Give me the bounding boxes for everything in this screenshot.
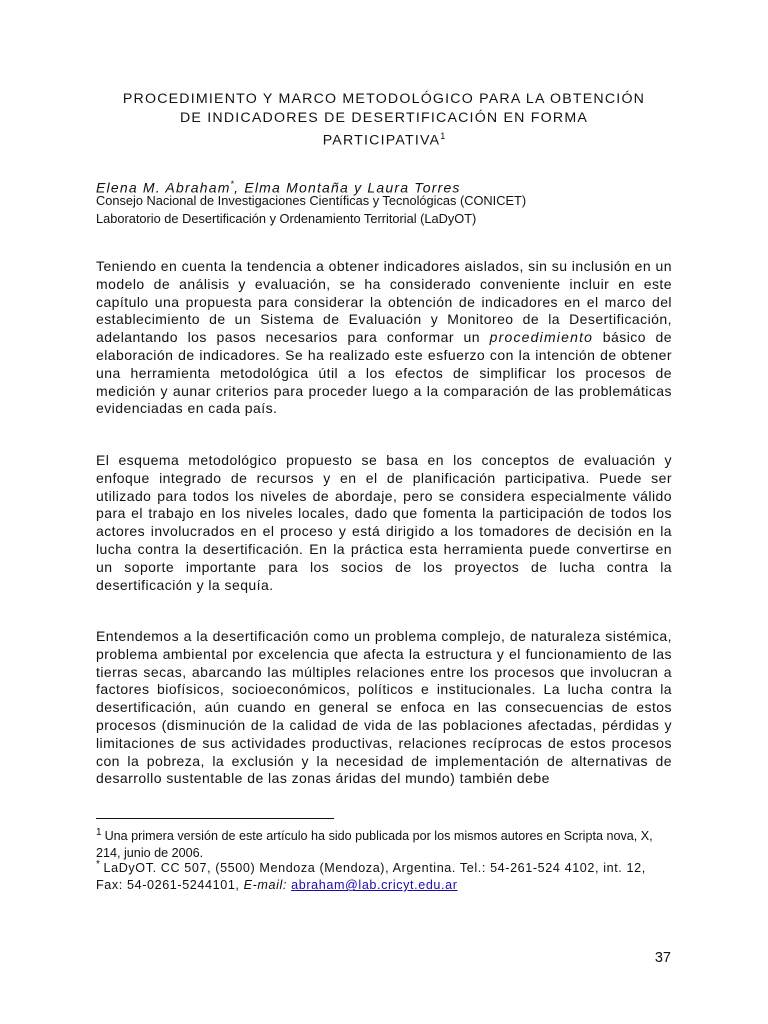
email-label: E-mail: (243, 878, 288, 893)
footnote-divider (96, 818, 334, 819)
footnote-1-mark: 1 (96, 827, 102, 838)
footnote-1-text: Una primera versión de este artículo ha sido publicada por los mismos autores en Scripta nova, X, 214, junio de 2006. (96, 829, 653, 861)
paragraph-1-emphasis: procedimiento (489, 329, 594, 346)
title-footnote-mark: 1 (440, 131, 446, 141)
body-paragraph-2: El esquema metodológico propuesto se basa en los conceptos de evaluación y enfoque integrado de recursos y en el de planificación participativa. Puede ser utilizado para todos los niveles de abordaje, pero se considera especialmente válido para el trabajo en los niveles locales, dado que fomenta la participación de todos los actores involucrados en el proceso y está dirigido a los tomadores de decisión en la lucha contra la desertificación. En la práctica esta herramienta puede convertirse en un soporte importante para los socios de los proyectos de lucha contra la desertificación y la sequía. (96, 452, 672, 593)
footnote-2 (96, 856, 672, 894)
affiliation-conicet: Consejo Nacional de Investigaciones Científicas y Tecnológicas (CONICET) (96, 193, 527, 208)
body-paragraph-1 (96, 258, 672, 418)
title-line-1: PROCEDIMIENTO Y MARCO METODOLÓGICO PARA LA OBTENCIÓN (122, 91, 646, 107)
author-footnote-mark: * (230, 179, 235, 189)
affiliation-ladyot: Laboratorio de Desertificación y Ordenamiento Territorial (LaDyOT) (96, 211, 477, 226)
page-number: 37 (654, 950, 671, 966)
paragraph-1-text-a: Teniendo en cuenta la tendencia a obtener indicadores aislados, sin su inclusión en un modelo de análisis y evaluación, se ha considerado conveniente incluir en este capítulo una propuesta para considerar la obtención de indicadores en el marco del establecimiento de un Sistema de Evaluación y Monitoreo de la Desertificación, adelantando los pasos necesarios para conformar un (96, 258, 672, 346)
article-title (96, 90, 672, 150)
title-line-3: PARTICIPATIVA (322, 132, 441, 149)
body-paragraph-3: Entendemos a la desertificación como un problema complejo, de naturaleza sistémica, problema ambiental por excelencia que afecta la estructura y el funcionamiento de las tierras secas, abarcando las múltiples relaciones entre los procesos que involucran a factores biofísicos, socioeconómicos, políticos e institucionales. La lucha contra la desertificación, aún cuando en general se enfoca en las consecuencias de estos procesos (disminución de la calidad de vida de las poblaciones afectadas, pérdidas y limitaciones de sus actividades productivas, relaciones recíprocas de estos procesos con la pobreza, la exclusión y la necesidad de implementación de alternativas de desarrollo sustentable de las zonas áridas del mundo) también debe (96, 628, 672, 787)
email-link[interactable]: abraham@lab.cricyt.edu.ar (291, 878, 458, 893)
author-primary: Elena M. Abraham (96, 179, 231, 196)
footnote-2-mark: * (96, 859, 101, 870)
title-line-2: DE INDICADORES DE DESERTIFICACIÓN EN FORMA (179, 109, 589, 126)
author-coauthors: , Elma Montaña y Laura Torres (234, 179, 461, 196)
paragraph-1-text-b: básico de elaboración de indicadores. Se ha realizado este esfuerzo con la intención de obtener una herramienta metodológica útil a los efectos de simplificar los procesos de medición y aunar criterios para proceder luego a la comparación de las problemáticas evidenciadas en cada país. (96, 329, 673, 417)
footnote-2-text: LaDyOT. CC 507, (5500) Mendoza (Mendoza), Argentina. Tel.: 54-261-524 4102, int. 12, Fax: 54-0261-5244101, (96, 861, 646, 893)
